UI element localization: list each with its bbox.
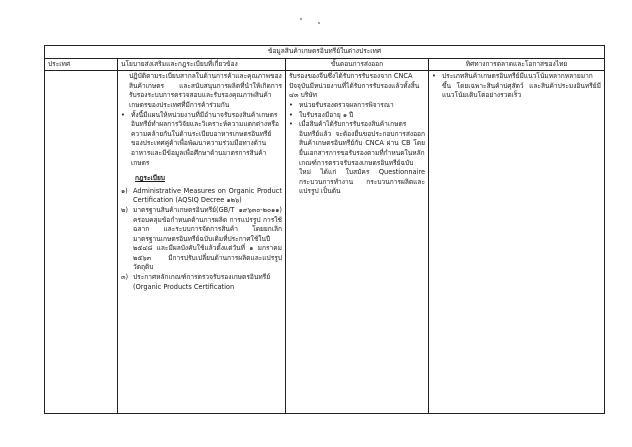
- market-bullet: [432, 72, 601, 101]
- regulation-subheading: กฎระเบียบ: [135, 174, 165, 183]
- regulation-bullet: [121, 111, 282, 169]
- header-country: ประเทศ: [45, 58, 118, 71]
- market-bullet-text: ประเภทสินค้าเกษตรอินทรีย์มีแนวโน้มหลากหลายมากขึ้น โดยเฉพาะสินค้าปศุสัตว์ และสินค้าประมงอินทรีย์มีแนวโน้มเติบโตอย่างรวดเร็ว: [442, 72, 601, 100]
- cell-market: [429, 71, 605, 414]
- header-market: ทิศทางการตลาดและโอกาสของไทย: [429, 58, 605, 71]
- regulation-bullet-text: ทั้งนี้มีแผนให้หน่วยงานที่มีอำนาจรับรองสินค้าเกษตรอินทรีย์ทำผลการวิจัยและวิเคราะห์ความแตกต่างหรือความคล้ายกันในด้านระเบียบอาหารเกษตรอินทรีย์ของประเทศคู่ค้าเพื่อพัฒนาความร่วมมือทางด้านอาหารและมีข้อมูลเพื่อศึกษาด้านมาตรการสินค้าเกษตร: [131, 110, 279, 167]
- item-text: ประกาศหลักเกณฑ์การตรวจรับรองเกษตรอินทรีย์ (Organic Products Certification: [133, 273, 271, 291]
- bullet-symbol: •: [289, 100, 293, 109]
- export-bullet-text: หน่วยรับรองตรวจผลการพิจารณา: [299, 100, 394, 109]
- scan-speck: [300, 18, 302, 20]
- export-bullet-text: เมื่อสินค้าได้รับการรับรองสินค้าเกษตรอินทรีย์แล้ว จะต้องยื่นขอประกอบการส่งออกสินค้าเกษตรอินทรีย์กับ CNCA ผ่าน CB โดยยื่นเอกสารการขอรับรองตามที่กำหนดในหลักเกณฑ์การตรวจรับรองเกษตรอินทรีย์ฉบับใหม่ ได้แก่ ใบสมัคร Questionnaire กระบวนการทำงาน กระบวนการผลิตและแปรรูป เป็นต้น: [299, 120, 425, 196]
- item-number: ๓): [121, 273, 129, 282]
- table-row: [45, 71, 605, 414]
- export-paragraph: รับรองของจีนซึ่งได้รับการรับรองจาก CNCA ปัจจุบันมีหน่วยงานที่ได้รับการรับรองแล้วทั้งสิ้น ๔๓ บริษัท: [289, 72, 420, 100]
- item-text: มาตรฐานสินค้าเกษตรอินทรีย์(GB/T ๑๙๖๓๐-๒๐๑๑) ครอบคลุมข้อกำหนดด้านการผลิต การแปรรูป การใช้ฉลาก และระบบการจัดการสินค้า โดยยกเลิกมาตรฐานเกษตรอินทรีย์ฉบับเดิมที่ประกาศใช้ในปี ๒๕๔๘ และมีผลบังคับใช้แล้วตั้งแต่วันที่ ๑ มกราคม ๒๕๖๓ มีการปรับเปลี่ยนด้านการผลิตและแปรรูปวัตถุดิบ: [133, 205, 282, 272]
- table-title-row: [45, 46, 605, 59]
- cell-export-steps: [286, 71, 429, 414]
- header-regulation: นโยบายส่งเสริมและกฎระเบียบที่เกี่ยวข้อง: [118, 58, 286, 71]
- scan-speck: [318, 22, 320, 24]
- bullet-symbol: •: [121, 110, 125, 119]
- table-title: ข้อมูลสินค้าเกษตรอินทรีย์ในต่างประเทศ: [45, 46, 605, 59]
- item-number: ๒): [121, 205, 128, 214]
- export-bullet-text: ใบรับรองมีอายุ ๑ ปี: [299, 110, 354, 119]
- table-header-row: [45, 58, 605, 71]
- regulation-item-1: [121, 187, 282, 206]
- cell-country: [45, 71, 118, 414]
- header-export-steps: ขั้นตอนการส่งออก: [286, 58, 429, 71]
- regulation-item-2: [121, 206, 282, 273]
- regulation-item-3: [121, 273, 282, 292]
- item-text: Administrative Measures on Organic Product Certification (AQSIQ Decree ๑๒๖): [133, 186, 282, 205]
- bullet-symbol: •: [289, 120, 293, 129]
- info-table: [44, 45, 605, 414]
- export-bullet-2: [289, 111, 425, 121]
- regulation-paragraph: ปฏิบัติตามระเบียบสากลในด้านการค้าและคุณภาพของสินค้าเกษตร และสนับสนุนการผลิตที่นำให้เกิดการรับรองระบบการตรวจสอบและรับรองคุณภาพสินค้าเกษตรของประเทศที่มีการค้าร่วมกัน: [129, 72, 282, 109]
- bullet-symbol: •: [432, 72, 436, 81]
- export-bullet-3: [289, 120, 425, 197]
- export-bullet-1: [289, 101, 425, 111]
- item-number: ๑): [121, 186, 128, 195]
- cell-regulation: [118, 71, 286, 414]
- bullet-symbol: •: [289, 110, 293, 119]
